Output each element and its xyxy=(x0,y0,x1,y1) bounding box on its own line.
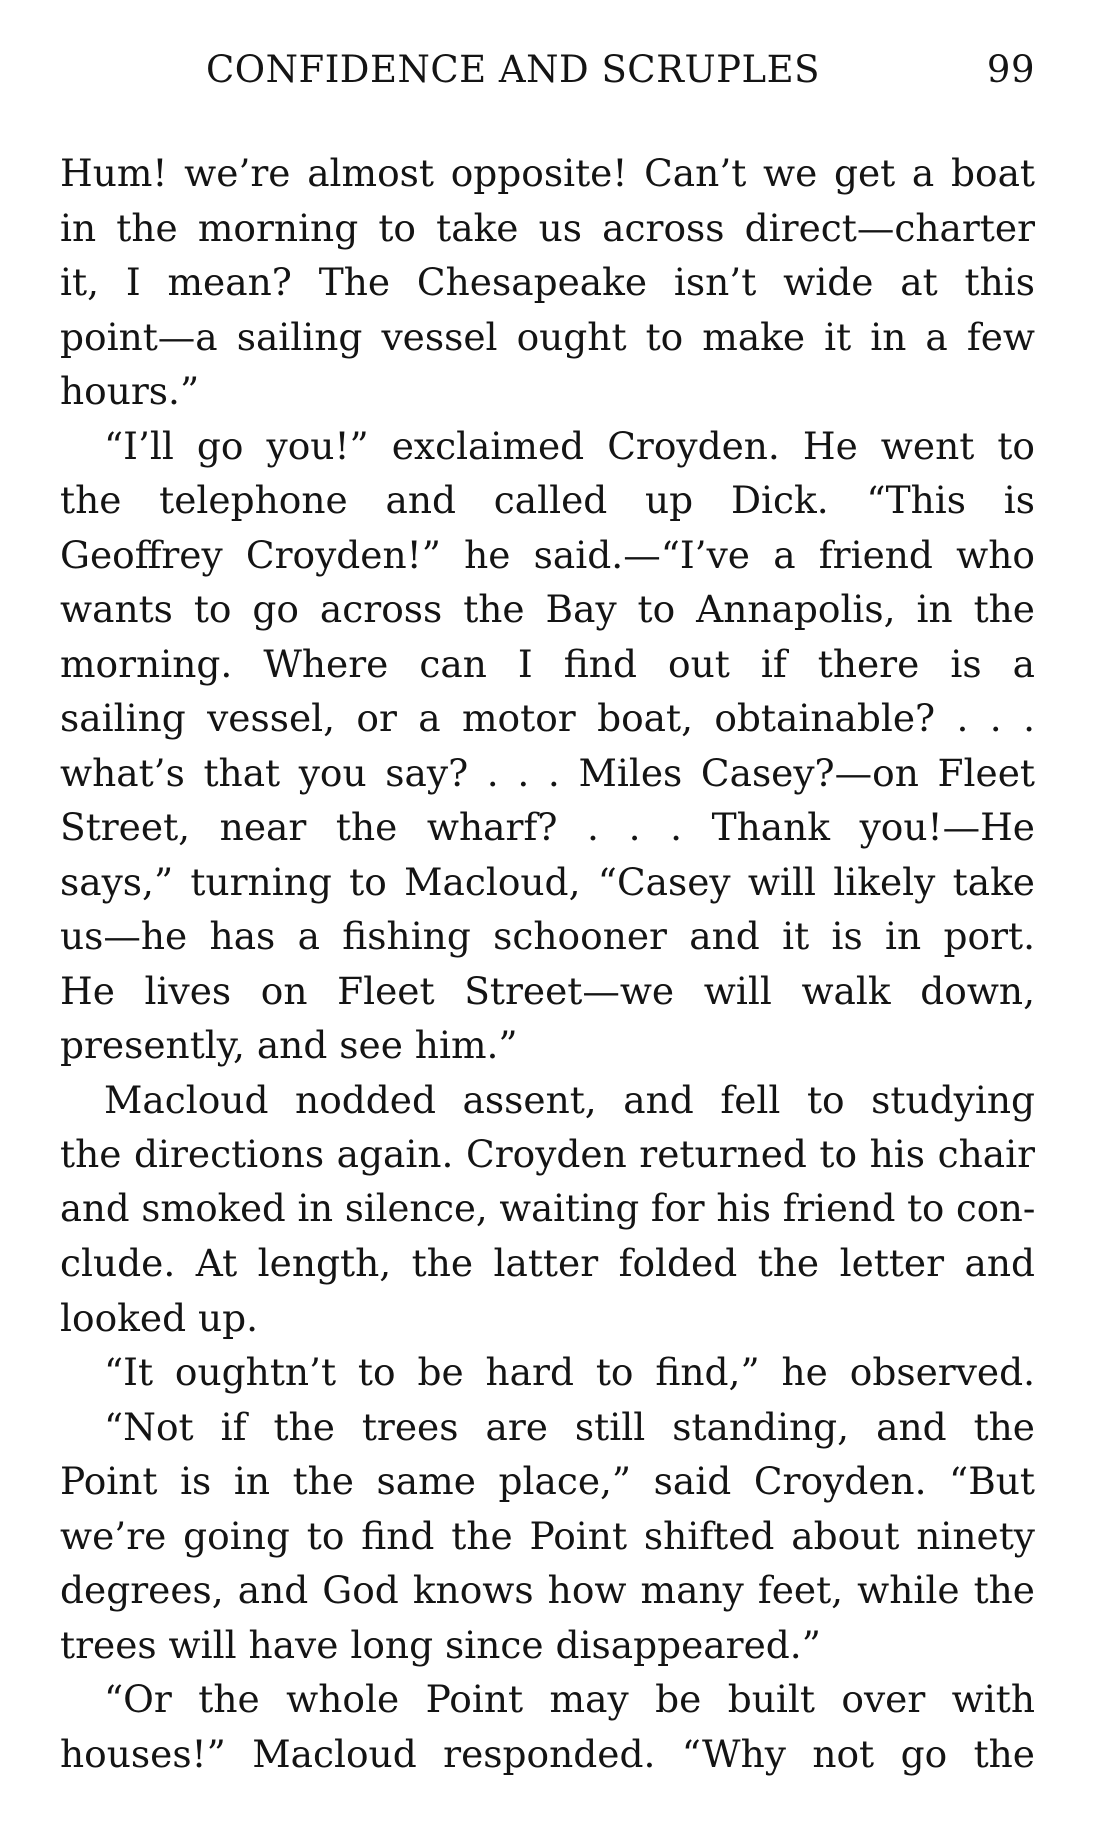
text-line: “Or the whole Point may be built over with xyxy=(104,1677,1035,1721)
text-line: “I’ll go you!” exclaimed Croyden. He went to xyxy=(104,423,1035,468)
text-line: us—he has a fishing schooner and it is in port. xyxy=(60,914,1035,958)
page-number: 99 xyxy=(986,48,1035,91)
text-line: Macloud nodded assent, and fell to studying xyxy=(104,1077,1035,1122)
text-line: He lives on Fleet Street—we will walk down, xyxy=(60,968,1035,1013)
text-line: Hum! we’re almost opposite! Can’t we get a boat xyxy=(60,151,1035,195)
text-line: “It oughtn’t to be hard to find,” he observed. xyxy=(104,1350,1035,1394)
text-line: morning. Where can I find out if there is a xyxy=(60,641,1035,686)
text-line: clude. At length, the latter folded the letter and xyxy=(60,1241,1035,1285)
text-line: the directions again. Croyden returned to his chair xyxy=(60,1132,1035,1176)
text-line: it, I mean? The Chesapeake isn’t wide at this xyxy=(60,260,1035,304)
text-line: the telephone and called up Dick. “This is xyxy=(60,478,1035,522)
text-line: and smoked in silence, waiting for his friend to con- xyxy=(60,1186,1035,1230)
text-line: says,” turning to Macloud, “Casey will likely take xyxy=(60,859,1035,904)
text-line: degrees, and God knows how many feet, while the xyxy=(60,1568,1035,1612)
text-line: what’s that you say? . . . Miles Casey?—on Fleet xyxy=(60,750,1035,795)
body-text xyxy=(60,146,1035,1781)
text-line: hours.” xyxy=(60,369,200,413)
text-line: houses!” Macloud responded. “Why not go the xyxy=(60,1731,1035,1776)
text-line: Point is in the same place,” said Croyden. “But xyxy=(60,1459,1035,1503)
text-line: point—a sailing vessel ought to make it in a few xyxy=(60,314,1035,359)
running-title: CONFIDENCE AND SCRUPLES xyxy=(206,48,820,91)
book-page xyxy=(60,0,1035,1832)
text-line: Geoffrey Croyden!” he said.—“I’ve a friend who xyxy=(60,532,1035,577)
text-line: looked up. xyxy=(60,1295,259,1340)
text-line: we’re going to find the Point shifted about ninety xyxy=(60,1513,1035,1558)
text-line: wants to go across the Bay to Annapolis, in the xyxy=(60,587,1035,631)
text-line: trees will have long since disappeared.” xyxy=(60,1622,821,1667)
text-line: sailing vessel, or a motor boat, obtainable? . . . xyxy=(60,696,1035,740)
text-line: “Not if the trees are still standing, and the xyxy=(104,1404,1035,1449)
text-line: presently, and see him.” xyxy=(60,1023,518,1067)
text-line: Street, near the wharf? . . . Thank you!—He xyxy=(60,805,1035,849)
text-line: in the morning to take us across direct—charter xyxy=(60,205,1035,250)
running-head xyxy=(60,48,1035,96)
